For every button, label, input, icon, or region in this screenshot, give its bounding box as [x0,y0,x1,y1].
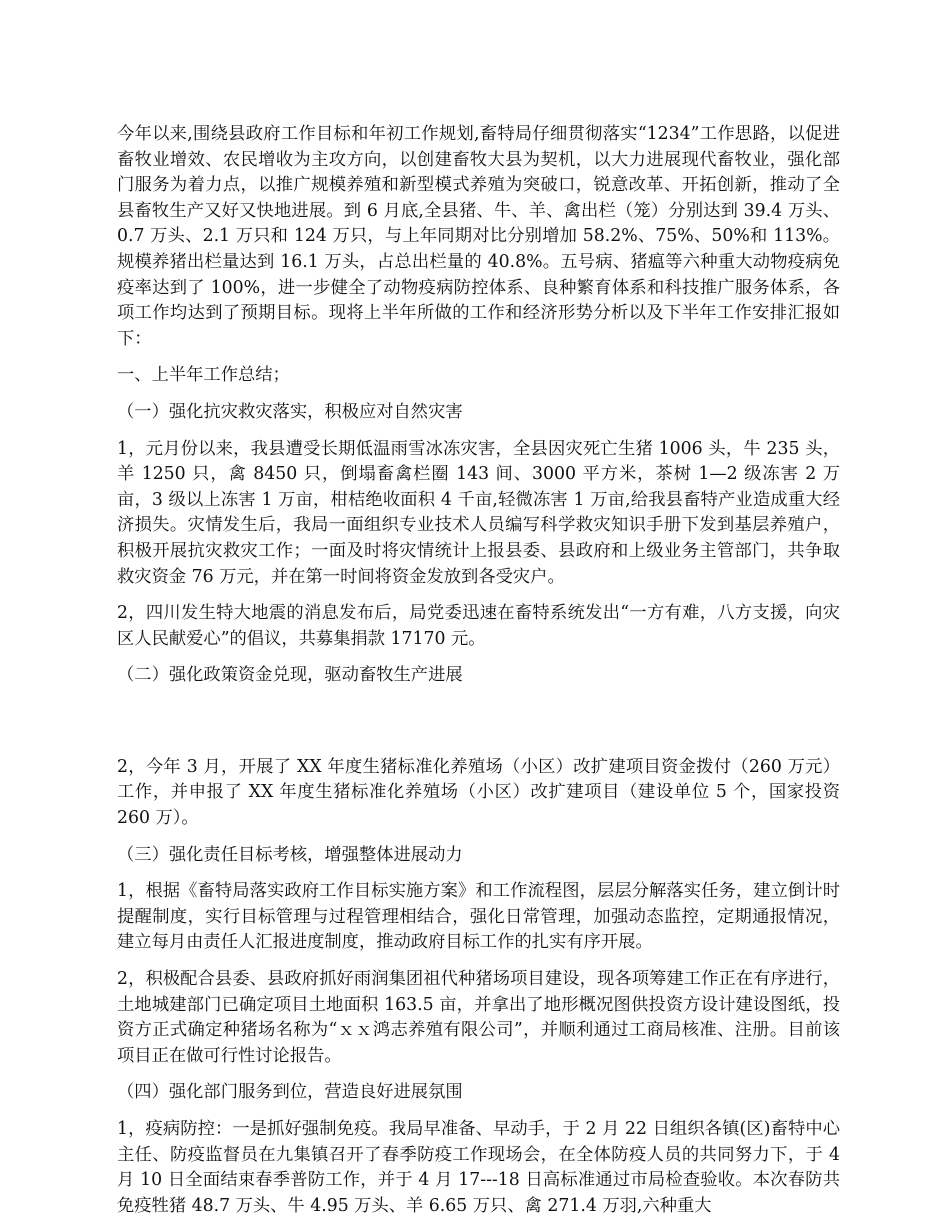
document-page [117,122,840,1230]
paragraph-2-2: 2，今年 3 月，开展了 XX 年度生猪标准化养殖场（小区）改扩建项目资金拨付（260 万元）工作，并申报了 XX 年度生猪标准化养殖场（小区）改扩建项目（建设单位 5 个，国家投资 260 万）。 [117,756,840,829]
paragraph-4-1: 1，疫病防控：一是抓好强制免疫。我局早准备、早动手，于 2 月 22 日组织各镇(区)畜特中心主任、防疫监督员在九集镇召开了春季防疫工作现场会，在全体防疫人员的共同努力下，于 4 月 10 日全面结束春季普防工作，并于 4 月 17---18 日高标准通过市局检查验收。本次春防共免疫牲猪 48.7 万头、牛 4.95 万头、羊 6.65 万只、禽 271.4 万羽,六种重大 [117,1119,840,1216]
blank-gap [117,700,840,755]
subsection-heading-2: （二）强化政策资金兑现，驱动畜牧生产进展 [117,665,463,686]
subsection-heading-3: （三）强化责任目标考核，增强整体进展动力 [117,844,463,865]
intro-paragraph: 今年以来,围绕县政府工作目标和年初工作规划,畜特局仔细贯彻落实“1234”工作思路，以促进畜牧业增效、农民增收为主攻方向，以创建畜牧大县为契机，以大力进展现代畜牧业，强化部门服务为着力点，以推广规模养殖和新型模式养殖为突破口，锐意改革、开拓创新，推动了全县畜牧生产又好又快地进展。到 6 月底,全县猪、牛、羊、禽出栏（笼）分别达到 39.4 万头、0.7 万头、2.1 万只和 124 万只，与上年同期对比分别增加 58.2%、75%、50%和 113%。规模养猪出栏量达到 16.1 万头，占总出栏量的 40.8%。五号病、猪瘟等六种重大动物疫病免疫率达到了 100%，进一步健全了动物疫病防控体系、良种繁育体系和科技推广服务体系，各项工作均达到了预期目标。现将上半年所做的工作和经济形势分析以及下半年工作安排汇报如下： [117,124,840,349]
paragraph-1-1: 1，元月份以来，我县遭受长期低温雨雪冰冻灾害，全县因灾死亡生猪 1006 头，牛 235 头，羊 1250 只，禽 8450 只，倒塌畜禽栏圈 143 间、3000 平方米，茶树 1—2 级冻害 2 万亩，3 级以上冻害 1 万亩，柑桔绝收面积 4 千亩,轻微冻害 1 万亩,给我县畜特产业造成重大经济损失。灾情发生后，我局一面组织专业技术人员编写科学救灾知识手册下发到基层养殖户，积极开展抗灾救灾工作；一面及时将灾情统计上报县委、县政府和上级业务主管部门，共争取救灾资金 76 万元，并在第一时间将资金发放到各受灾户。 [117,438,840,587]
section-heading-1: 一、上半年工作总结； [117,365,290,386]
subsection-heading-4: （四）强化部门服务到位，营造良好进展氛围 [117,1082,463,1103]
paragraph-3-1: 1，根据《畜特局落实政府工作目标实施方案》和工作流程图，层层分解落实任务，建立倒计时提醒制度，实行目标管理与过程管理相结合，强化日常管理，加强动态监控，定期通报情况，建立每月由责任人汇报进度制度，推动政府目标工作的扎实有序开展。 [117,881,840,953]
paragraph-3-2: 2，积极配合县委、县政府抓好雨润集团祖代种猪场项目建设，现各项筹建工作正在有序进行，土地城建部门已确定项目土地面积 163.5 亩，并拿出了地形概况图供投资方设计建设图纸，投资方正式确定种猪场名称为“ｘｘ鸿志养殖有限公司”，并顺利通过工商局核准、注册。目前该项目正在做可行性讨论报告。 [117,969,840,1066]
subsection-heading-1: （一）强化抗灾救灾落实，积极应对自然灾害 [117,401,463,422]
paragraph-1-2: 2，四川发生特大地震的消息发布后，局党委迅速在畜特系统发出“一方有难，八方支援，向灾区人民献爱心”的倡议，共募集捐款 17170 元。 [117,603,840,649]
